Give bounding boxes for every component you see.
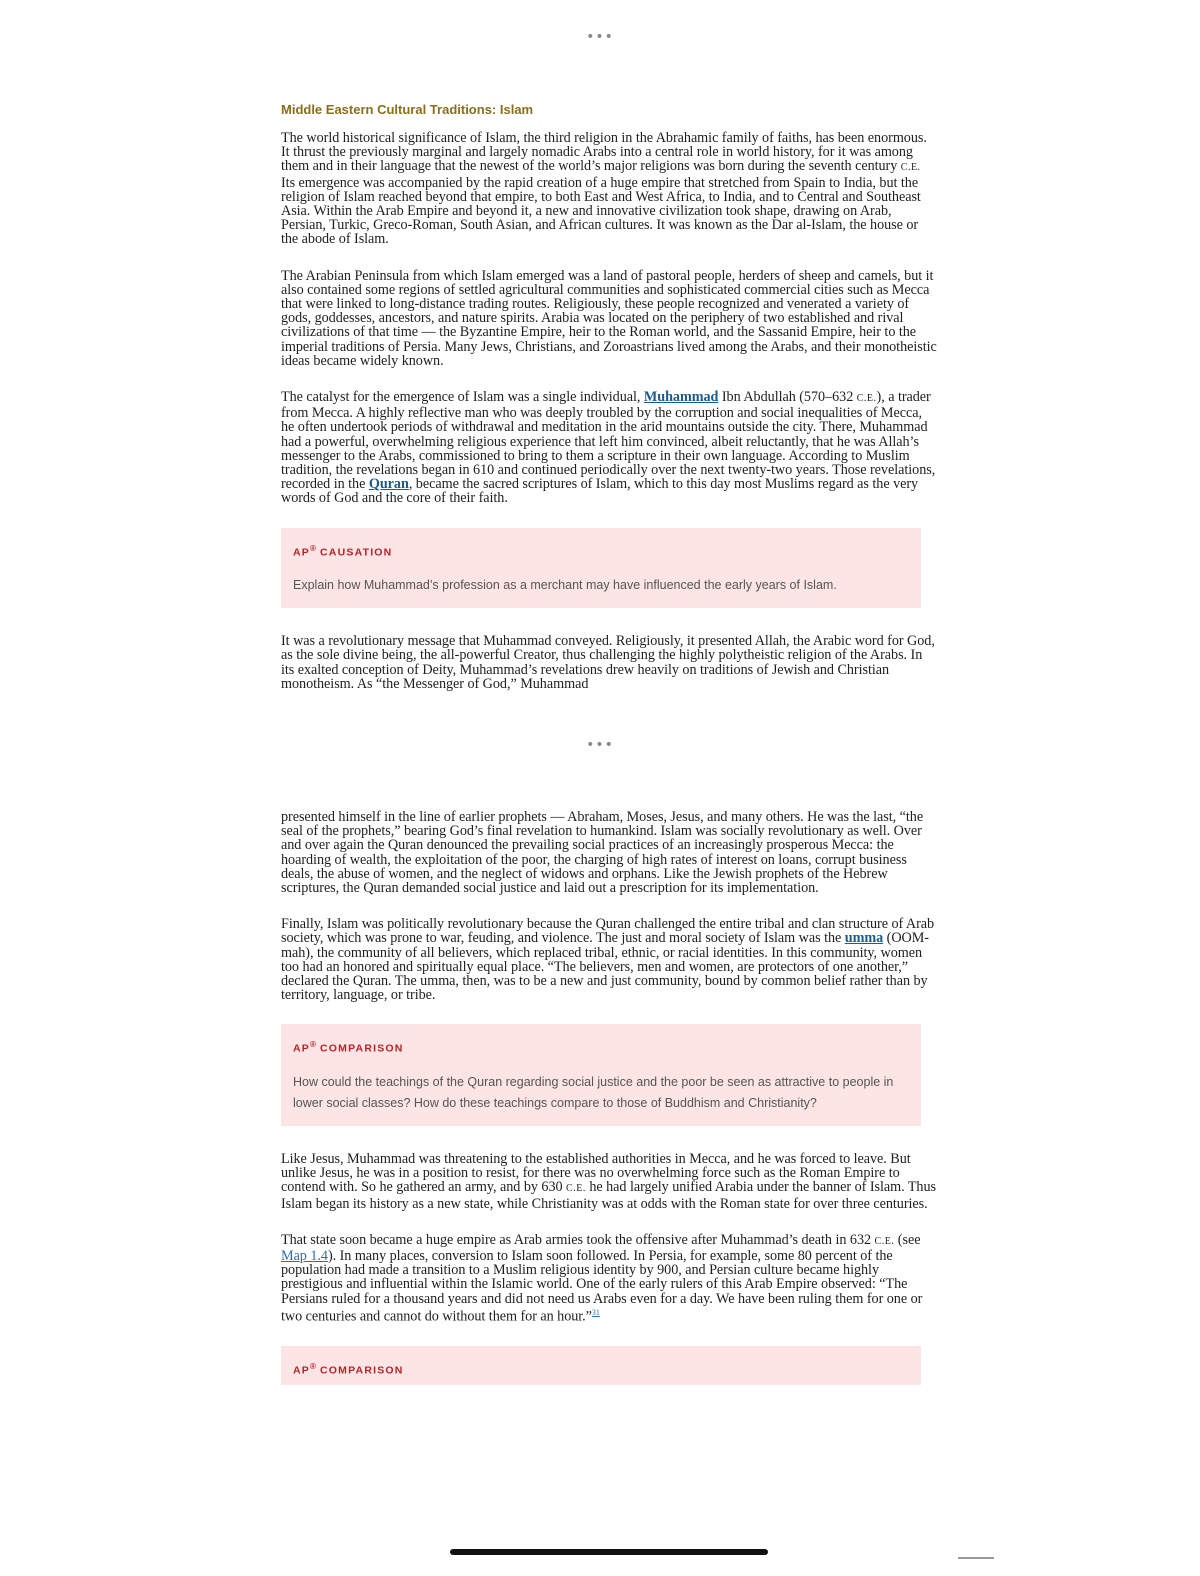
glossary-link-umma[interactable]: umma — [844, 930, 884, 947]
page-one — [281, 102, 937, 713]
text: he had largely unified Arabia under the banner of Islam. Thus Islam began its history as a new state, while Christianity was at odds with the Roman state for over three centuries. — [281, 1179, 936, 1212]
era-abbr: C.E. — [856, 393, 877, 405]
glossary-link-muhammad[interactable]: Muhammad — [643, 389, 719, 406]
paragraph-1 — [281, 131, 937, 247]
callout-label: AP® CAUSATION — [293, 543, 393, 559]
text: , became the sacred scriptures of Islam, which to this day most Muslims regard as the very words of God and the core of their faith. — [281, 476, 919, 507]
text: The world historical significance of Islam, the third religion in the Abrahamic family of faiths, has been enormous. It thrust the previously marginal and largely nomadic Arabs into a central role in world history, for it was among them and in their language that the newest of the world’s major religions was born during the seventh century — [281, 130, 927, 175]
callout-label: AP® COMPARISON — [293, 1040, 404, 1055]
text: Finally, Islam was politically revolutionary because the Quran challenged the entire tribal and clan structure of Arab society, which was prone to war, feuding, and violence. The just and moral society of Islam was the — [281, 916, 935, 947]
text: Its emergence was accompanied by the rapid creation of a huge empire that stretched from Spain to India, but the religion of Islam reached beyond that empire, to both East and West Africa, to India, and to Central and Southeast Asia. Within the Arab Empire and beyond it, a new and innovative civilization took shape, drawing on Arab, Persian, Turkic, Greco-Roman, South Asian, and African cultures. It was known as the Dar al-Islam, the house or the abode of Islam. — [281, 174, 921, 248]
era-abbr: C.E. — [900, 162, 921, 174]
paragraph-6 — [281, 917, 937, 1002]
text: (see — [894, 1231, 921, 1248]
ap-causation-callout — [281, 528, 921, 609]
paragraph-3 — [281, 390, 937, 506]
text: That state soon became a huge empire as Arab armies took the offensive after Muhammad’s death in 632 — [281, 1231, 875, 1248]
corner-scroll-indicator — [958, 1557, 994, 1559]
page-two — [281, 810, 937, 1411]
ap-comparison-callout — [281, 1024, 921, 1126]
paragraph-7 — [281, 1152, 937, 1211]
callout-label: AP® COMPARISON — [293, 1361, 404, 1377]
ap-comparison-callout-2 — [281, 1346, 921, 1386]
text: ). In many places, conversion to Islam soon followed. In Persia, for example, some 80 percent of the population had made a transition to a Muslim religious identity by 900, and Persian culture became highly prestigious and influential within the Islamic world. One of the early rulers of this Arab Empire observed: “The Persians ruled for a thousand years and did not need us Arabs even for a day. We have been ruling them for one or two centuries and cannot do without them for an hour.” — [281, 1247, 923, 1325]
text: Ibn Abdullah (570–632 — [718, 389, 857, 406]
footnote-link[interactable]: 31 — [591, 1307, 600, 1317]
text: Like Jesus, Muhammad was threatening to the established authorities in Mecca, and he was forced to leave. But unlike Jesus, he was in a position to resist, for there was no overwhelming force such as the Roman Empire to contend with. So he gathered an army, and by 630 — [281, 1150, 911, 1196]
era-abbr: C.E. — [566, 1183, 586, 1195]
paragraph-4: It was a revolutionary message that Muhammad conveyed. Religiously, it presented Allah, the Arabic word for God, as the sole divine being, the all-powerful Creator, thus challenging the highly polytheistic religion of the Arabs. In its exalted conception of Deity, Muhammad’s revelations drew heavily on traditions of Jewish and Christian monotheism. As “the Messenger of God,” Muhammad — [281, 633, 935, 692]
text: (OOM-mah), the community of all believers, which replaced tribal, ethnic, or racial identities. In this community, women too had an honored and spiritually equal place. “The believers, men and women, are protectors of one another,” declared the Quran. The umma, then, was to be a new and just community, bound by common belief rather than by territory, language, or tribe. — [281, 930, 929, 1004]
page-break-dots[interactable]: ••• — [586, 737, 614, 753]
paragraph-2: The Arabian Peninsula from which Islam emerged was a land of pastoral people, herders of sheep and camels, but it also contained some regions of settled agricultural communities and sophisticated commercial cities such as Mecca that were linked to long-distance trading routes. Religiously, these people recognized and venerated a variety of gods, goddesses, ancestors, and nature spirits. Arabia was located on the periphery of two established and rival civilizations of that time — the Byzantine Empire, heir to the Roman world, and the Sassanid Empire, heir to the imperial traditions of Persia. Many Jews, Christians, and Zoroastrians lived among the Arabs, and their monotheistic ideas became widely known. — [281, 267, 937, 369]
map-link[interactable]: Map 1.4 — [281, 1247, 328, 1264]
paragraph-5: presented himself in the line of earlier prophets — Abraham, Moses, Jesus, and many others. He was the last, “the seal of the prophets,” bearing God’s final revelation to humankind. Islam was socially revolutionary as well. Over and over again the Quran denounced the prevailing social practices of an increasingly prosperous Mecca: the hoarding of wealth, the exploitation of the poor, the charging of high rates of interest on loans, corrupt business deals, the abuse of women, and the neglect of widows and orphans. Like the Jewish prophets of the Hebrew scriptures, the Quran demanded social justice and laid out a prescription for its implementation. — [281, 809, 924, 897]
era-abbr: C.E. — [874, 1235, 895, 1247]
text: ), a trader from Mecca. A highly reflective man who was deeply troubled by the corruption and social inequalities of Mecca, he often undertook periods of withdrawal and meditation in the arid mountains outside the city. There, Muhammad had a powerful, overwhelming religious experience that left him convinced, albeit reluctantly, that he was Allah’s messenger to the Arabs, commissioned to bring to them a scripture in their own language. According to Muslim tradition, the revelations began in 610 and continued periodically over the next twenty-two years. Those revelations, recorded in the — [281, 389, 936, 493]
callout-question: Explain how Muhammad’s profession as a merchant may have influenced the early years of Islam. — [293, 578, 837, 593]
section-title: Middle Eastern Cultural Traditions: Islam — [281, 102, 534, 117]
text: The catalyst for the emergence of Islam was a single individual, — [281, 389, 644, 406]
glossary-link-quran[interactable]: Quran — [368, 476, 409, 493]
page-menu-dots[interactable]: ••• — [586, 29, 614, 45]
callout-question: How could the teachings of the Quran regarding social justice and the poor be seen as attractive to people in lower social classes? How do these teachings compare to those of Buddhism and Christianity? — [293, 1074, 894, 1110]
home-indicator[interactable] — [450, 1549, 768, 1555]
paragraph-8 — [281, 1233, 937, 1324]
